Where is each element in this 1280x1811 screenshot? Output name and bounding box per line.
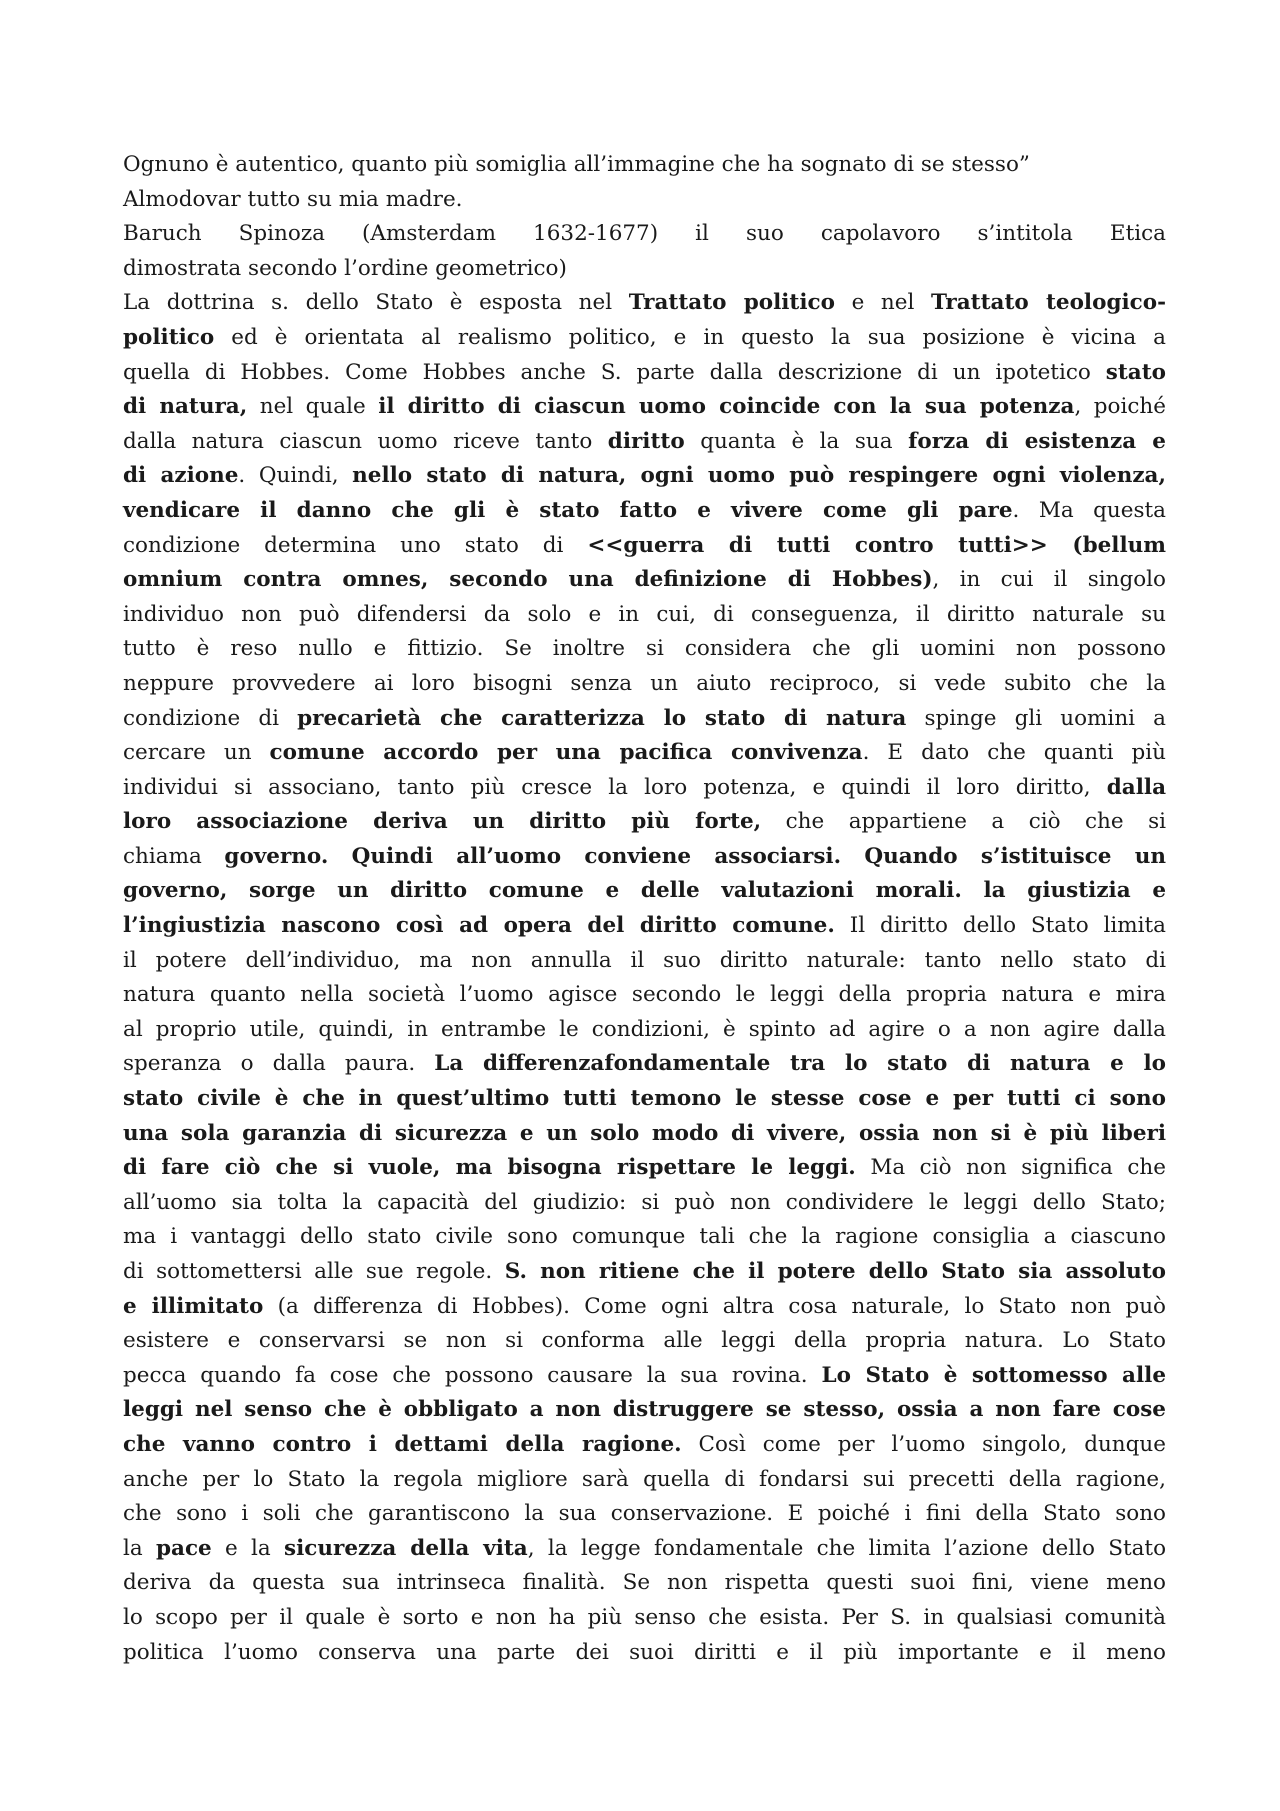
text-line [123, 909, 1166, 944]
text-line [123, 805, 1166, 840]
bold-text: di fare ciò che si vuole, ma bisogna rispettare le leggi. [123, 1155, 856, 1181]
bold-text: loro associazione deriva un diritto più forte, [123, 809, 762, 835]
bold-text: pace [155, 1535, 212, 1561]
text-run: individui si associano, tanto più cresce la loro potenza, e quindi il loro diritto, [123, 774, 1107, 800]
text-run: Così come per l’uomo singolo, dunque [681, 1431, 1166, 1457]
text-run: al proprio utile, quindi, in entrambe le condizioni, è spinto ad agire o a non agire dalla [123, 1016, 1166, 1042]
text-line [123, 978, 1166, 1013]
text-run: e nel [834, 290, 931, 316]
bold-text: e illimitato [123, 1293, 264, 1319]
bold-text: politico [123, 324, 215, 350]
text-line [123, 1566, 1166, 1601]
text-run: quanta è la sua [684, 428, 909, 454]
bold-text: l’ingiustizia nascono così ad opera del diritto comune. [123, 913, 835, 939]
bold-text: una sola garanzia di sicurezza e un solo modo di vivere, ossia non si è più liberi [123, 1120, 1166, 1146]
bold-text: stato [1105, 359, 1166, 385]
text-run: , poiché [1074, 394, 1166, 420]
text-run: neppure provvedere ai loro bisogni senza un aiuto reciproco, si vede subito che la [123, 670, 1166, 696]
text-run: , la legge fondamentale che limita l’azione dello Stato [527, 1535, 1167, 1561]
text-line [123, 1359, 1166, 1394]
text-line [123, 217, 1166, 252]
bold-text: La differenzafondamentale tra lo stato di natura e lo [434, 1051, 1166, 1077]
text-line [123, 494, 1166, 529]
bold-text: S. non ritiene che il potere dello Stato sia assoluto [504, 1259, 1166, 1284]
text-line [123, 425, 1166, 460]
text-run: Baruch Spinoza (Amsterdam 1632-1677) il suo capolavoro s’intitola Etica [123, 221, 1166, 247]
text-run: quella di Hobbes. Come Hobbes anche S. parte dalla descrizione di un ipotetico [123, 359, 1106, 385]
text-line [123, 1082, 1166, 1117]
text-run: . Quindi, [238, 463, 353, 489]
text-line [123, 840, 1166, 875]
text-run: di sottomettersi alle sue regole. [123, 1259, 505, 1284]
bold-text: sicurezza della vita [284, 1535, 528, 1561]
text-line [123, 252, 1166, 287]
text-run: speranza o dalla paura. [123, 1051, 435, 1077]
text-line [123, 1601, 1166, 1636]
text-line [123, 1255, 1166, 1290]
text-line [123, 148, 1166, 183]
text-run: spinge gli uomini a [906, 705, 1166, 731]
text-run: che sono i soli che garantiscono la sua conservazione. E poiché i fini della Stato sono [123, 1501, 1166, 1527]
bold-text: precarietà che caratterizza lo stato di natura [297, 705, 907, 731]
text-run: . Ma questa [1012, 497, 1166, 523]
text-run: ed è orientata al realismo politico, e in questo la sua posizione è vicina a [214, 324, 1166, 350]
text-run: deriva da questa sua intrinseca finalità. Se non rispetta questi suoi fini, viene meno [123, 1570, 1166, 1596]
text-line [123, 667, 1166, 702]
bold-text: governo, sorge un diritto comune e delle valutazioni morali. la giustizia e [123, 878, 1166, 904]
text-run: e la [211, 1535, 284, 1561]
text-line [123, 390, 1166, 425]
text-line [123, 874, 1166, 909]
text-line [123, 1013, 1166, 1048]
text-line [123, 1047, 1166, 1082]
text-line [123, 459, 1166, 494]
bold-text: che vanno contro i dettami della ragione. [123, 1431, 682, 1457]
text-line [123, 1497, 1166, 1532]
text-run: pecca quando fa cose che possono causare la sua rovina. [123, 1362, 822, 1388]
text-line [123, 944, 1166, 979]
text-run: La dottrina s. dello Stato è esposta nel [123, 290, 629, 316]
text-line [123, 1532, 1166, 1567]
text-line [123, 529, 1166, 564]
text-line [123, 356, 1166, 391]
text-line [123, 632, 1166, 667]
text-run: politica l’uomo conserva una parte dei suoi diritti e il più importante e il meno [123, 1639, 1166, 1665]
text-run: Ma ciò non significa che [855, 1155, 1167, 1181]
bold-text: di azione [123, 463, 239, 489]
text-line [123, 1220, 1166, 1255]
document-body [123, 148, 1166, 1670]
text-line [123, 1636, 1166, 1671]
bold-text: nello stato di natura, ogni uomo può respingere ogni violenza, [352, 463, 1166, 489]
text-run: (a differenza di Hobbes). Come ogni altra cosa naturale, lo Stato non può [263, 1293, 1166, 1319]
text-run: individuo non può difendersi da solo e in cui, di conseguenza, il diritto naturale su [123, 601, 1166, 627]
text-run: il potere dell’individuo, ma non annulla il suo diritto naturale: tanto nello stato di [123, 947, 1166, 973]
bold-text: omnium contra omnes, secondo una definizione di Hobbes) [123, 567, 933, 593]
text-run: Almodovar tutto su mia madre. [123, 186, 463, 212]
text-line [123, 736, 1166, 771]
bold-text: <<guerra di tutti contro tutti>> (bellum [587, 532, 1166, 558]
text-run: dalla natura ciascun uomo riceve tanto [123, 428, 608, 454]
bold-text: il diritto di ciascun uomo coincide con la sua potenza [378, 394, 1075, 420]
text-run: anche per lo Stato la regola migliore sarà quella di fondarsi sui precetti della ragione, [123, 1466, 1166, 1492]
text-run: lo scopo per il quale è sorto e non ha più senso che esista. Per S. in qualsiasi comunità [123, 1604, 1166, 1630]
text-run: dimostrata secondo l’ordine geometrico) [123, 255, 567, 281]
text-line [123, 1428, 1166, 1463]
text-run: all’uomo sia tolta la capacità del giudizio: si può non condividere le leggi dello Stato; [123, 1189, 1166, 1215]
bold-text: di natura, [123, 394, 248, 420]
text-run: condizione determina uno stato di [123, 532, 588, 558]
bold-text: diritto [607, 428, 685, 454]
bold-text: stato civile è che in quest’ultimo tutti temono le stesse cose e per tutti ci sono [123, 1086, 1166, 1112]
text-line [123, 183, 1166, 218]
text-line [123, 598, 1166, 633]
text-run: la [123, 1535, 156, 1561]
bold-text: leggi nel senso che è obbligato a non distruggere se stesso, ossia a non fare cose [123, 1397, 1166, 1423]
text-line [123, 1290, 1166, 1325]
bold-text: Trattato teologico- [930, 290, 1166, 316]
text-run: . E dato che quanti più [862, 740, 1166, 766]
text-run: natura quanto nella società l’uomo agisce secondo le leggi della propria natura e mira [123, 982, 1166, 1008]
bold-text: dalla [1106, 774, 1166, 800]
text-run: condizione di [123, 705, 298, 731]
text-line [123, 771, 1166, 806]
text-run: Ognuno è autentico, quanto più somiglia all’immagine che ha sognato di se stesso” [123, 152, 1030, 177]
bold-text: comune accordo per una pacifica convivenza [269, 740, 863, 766]
bold-text: Trattato politico [628, 290, 835, 316]
bold-text: Lo Stato è sottomesso alle [821, 1362, 1167, 1388]
bold-text: governo. Quindi all’uomo conviene associarsi. Quando s’istituisce un [224, 843, 1166, 869]
text-run: Il diritto dello Stato limita [834, 913, 1166, 939]
text-line [123, 1186, 1166, 1221]
text-run: , in cui il singolo [932, 567, 1167, 593]
text-line [123, 563, 1166, 598]
text-line [123, 702, 1166, 737]
text-line [123, 1151, 1166, 1186]
text-line [123, 1393, 1166, 1428]
text-line [123, 1324, 1166, 1359]
text-run: esistere e conservarsi se non si conforma alle leggi della propria natura. Lo Stato [123, 1328, 1166, 1354]
text-run: ma i vantaggi dello stato civile sono comunque tali che la ragione consiglia a ciascuno [123, 1224, 1166, 1250]
bold-text: vendicare il danno che gli è stato fatto e vivere come gli pare [123, 497, 1013, 523]
text-line [123, 1463, 1166, 1498]
bold-text: forza di esistenza e [908, 428, 1166, 454]
text-run: chiama [123, 843, 225, 869]
text-run: nel quale [247, 394, 379, 420]
text-line [123, 321, 1166, 356]
text-run: che appartiene a ciò che si [761, 809, 1166, 835]
text-run: tutto è reso nullo e fittizio. Se inoltre si considera che gli uomini non possono [123, 636, 1166, 662]
text-line [123, 1117, 1166, 1152]
text-run: cercare un [123, 740, 270, 766]
text-line [123, 286, 1166, 321]
